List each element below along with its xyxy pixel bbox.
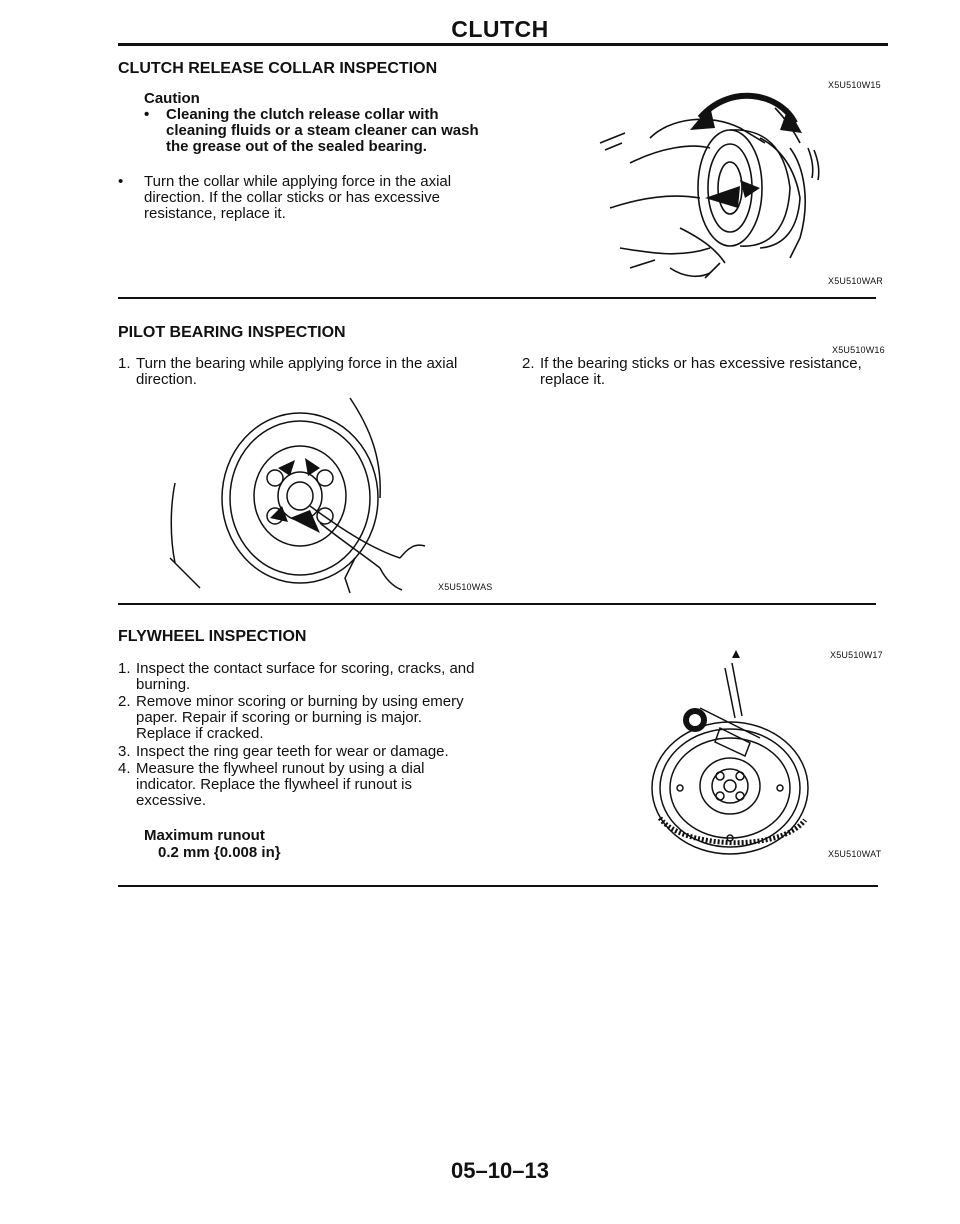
step-number: 4. [118, 760, 131, 777]
caution-bullet-item [144, 107, 494, 155]
step-item [118, 661, 478, 693]
step-number: 2. [118, 693, 131, 710]
step-text: Turn the bearing while applying force in the axial direction. [136, 355, 458, 388]
step-item [522, 356, 887, 388]
figure-ref-collar: X5U510WAR [828, 276, 883, 286]
step-item [118, 356, 488, 388]
step-text: Remove minor scoring or burning by using emery paper. Repair if scoring or burning is major. Replace if cracked. [136, 693, 464, 742]
section-ref-code: X5U510W16 [832, 345, 885, 355]
spec-label: Maximum runout [144, 827, 265, 844]
step-item [118, 744, 478, 760]
section-ref-code: X5U510W15 [828, 80, 881, 90]
step-text: Inspect the contact surface for scoring, cracks, and burning. [136, 660, 475, 693]
release-collar-figure [590, 88, 890, 288]
header-rule [118, 43, 888, 46]
step-item [118, 761, 478, 809]
step-number: 1. [118, 660, 131, 677]
step-item [118, 694, 478, 742]
step-number: 1. [118, 355, 131, 372]
section-title-pilot-bearing: PILOT BEARING INSPECTION [118, 324, 346, 341]
pilot-bearing-figure [170, 398, 430, 598]
page-header-title: CLUTCH [451, 16, 549, 42]
step-number: 3. [118, 743, 131, 760]
section-ref-code: X5U510W17 [830, 650, 883, 660]
page-number: 05–10–13 [451, 1158, 549, 1183]
section-title-flywheel: FLYWHEEL INSPECTION [118, 628, 307, 645]
step-text: Measure the flywheel runout by using a dial indicator. Replace the flywheel if runout is excessive. [136, 760, 425, 809]
caution-label: Caution [144, 90, 200, 107]
bullet-dot: • [144, 106, 150, 123]
figure-ref-pilot-bearing: X5U510WAS [438, 582, 493, 592]
flywheel-figure [640, 648, 840, 858]
step-text: Inspect the ring gear teeth for wear or damage. [136, 743, 449, 760]
caution-text: Cleaning the clutch release collar with cleaning fluids or a steam cleaner can wash the grease out of the sealed bearing. [166, 106, 479, 155]
bullet-dot: • [118, 173, 124, 190]
figure-ref-flywheel: X5U510WAT [828, 849, 882, 859]
section-title-clutch-release-collar: CLUTCH RELEASE COLLAR INSPECTION [118, 60, 438, 77]
instruction-text: Turn the collar while applying force in the axial direction. If the collar sticks or has excessive resistance, replace it. [144, 173, 452, 222]
section-divider [118, 603, 876, 605]
step-text: If the bearing sticks or has excessive resistance, replace it. [540, 355, 862, 388]
instruction-bullet-item [118, 174, 463, 222]
step-number: 2. [522, 355, 535, 372]
spec-value: 0.2 mm {0.008 in} [158, 844, 281, 861]
section-divider [118, 885, 878, 887]
section-divider [118, 297, 876, 299]
